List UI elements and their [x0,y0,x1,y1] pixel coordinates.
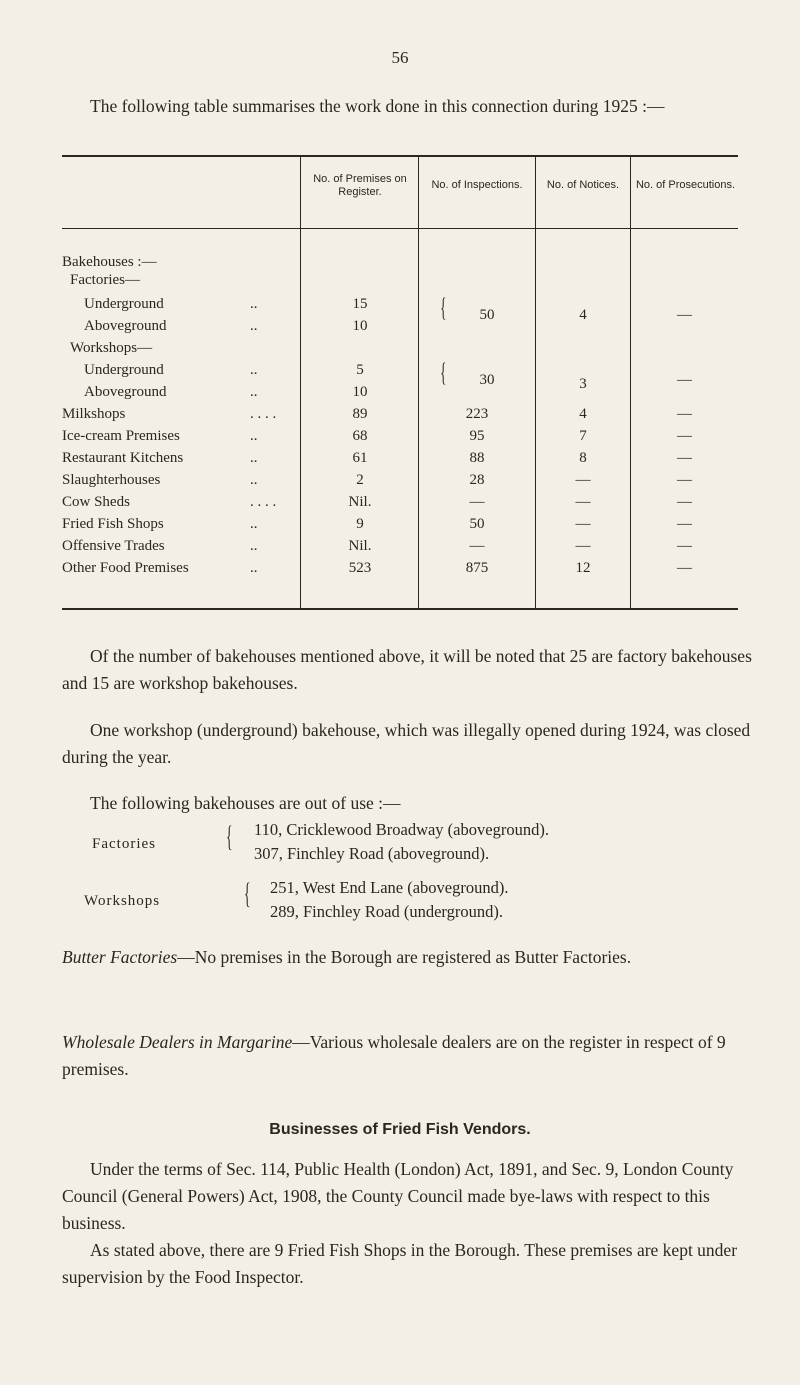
workshops-item: 289, Finchley Road (underground). [270,902,503,921]
cell-premises: 15 [352,296,368,312]
cell-premises: Nil. [348,494,372,510]
wholesale-dealers-text: —Various wholesale dealers are on the register in respect of 9 premises. [62,1032,726,1079]
header-inspections: No. of Inspections. [431,179,523,191]
cell-prosecutions: — [677,406,692,422]
cell-inspections: 50 [469,516,485,532]
workshops-label: Workshops [84,893,161,909]
cell-prosecutions: — [677,516,692,532]
factories-item: 307, Finchley Road (aboveground). [254,844,490,863]
workshops-item: 251, West End Lane (aboveground). [270,878,509,897]
row-label: Ice-cream Premises [62,428,180,444]
row-leader-dots: .. [250,538,258,554]
table-top-rule [62,155,738,157]
cell-premises: 89 [352,406,368,422]
table-row [62,537,738,555]
cell-premises: 61 [352,450,368,466]
cell-prosecutions: — [677,472,692,488]
table-row [62,405,738,423]
row-leader-dots: .. [250,450,258,466]
row-leader-dots: .. [250,362,258,378]
factories-item: 110, Cricklewood Broadway (aboveground). [254,820,549,839]
table-row [62,471,738,489]
cell-notices: 8 [579,450,587,466]
cell-premises: 10 [352,318,368,334]
cell-inspections: 875 [465,560,489,576]
row-label: Bakehouses :— [62,254,157,270]
cell-premises: 9 [356,516,364,532]
row-label: Underground [84,296,164,312]
row-leader-dots: .. [250,560,258,576]
row-label: Restaurant Kitchens [62,450,184,466]
table-row [62,427,738,445]
cell-prosecutions: — [677,428,692,444]
cell-inspections: — [469,538,485,554]
header-prosecutions: No. of Prosecutions. [635,179,736,191]
wholesale-dealers-paragraph [62,1029,752,1083]
row-leader-dots: . . . . [250,494,277,510]
row-label: Aboveground [84,384,167,400]
page-number: 56 [391,48,409,67]
paragraph-closed-workshop: One workshop (underground) bakehouse, which was illegally opened during 1924, was closed during the year. [62,720,751,767]
workshops-notices: 3 [579,376,587,392]
table-row [62,271,738,289]
row-leader-dots: .. [250,384,258,400]
intro-paragraph: The following table summarises the work done in this connection during 1925 :— [90,96,665,116]
cell-inspections: 223 [465,406,489,422]
table-bottom-rule [62,608,738,610]
wholesale-dealers-title: Wholesale Dealers in Margarine [62,1032,293,1052]
table-header-rule [62,228,738,229]
row-label: Slaughterhouses [62,472,161,488]
paragraph-bye-laws: Under the terms of Sec. 114, Public Health (London) Act, 1891, and Sec. 9, London County Council (General Powers) Act, 1908, the County Council made bye-laws with respect to this business. [62,1159,734,1233]
butter-factories-title: Butter Factories [62,947,178,967]
cell-prosecutions: — [677,560,692,576]
cell-notices: 12 [575,560,591,576]
cell-prosecutions: — [677,450,692,466]
inspection-table [62,155,738,611]
row-label: Other Food Premises [62,560,189,576]
cell-notices: — [575,538,591,554]
table-row [62,449,738,467]
row-leader-dots: .. [250,428,258,444]
cell-inspections: — [469,494,485,510]
cell-premises: 10 [352,384,368,400]
cell-premises: Nil. [348,538,372,554]
cell-notices: 4 [579,406,587,422]
factories-label: Factories [92,836,156,852]
row-label: Fried Fish Shops [62,516,164,532]
workshops-brace: { [243,877,251,910]
cell-notices: — [575,494,591,510]
factories-prosecutions: — [677,307,692,323]
workshops-inspections: 30 [479,372,495,388]
cell-inspections: 95 [469,428,485,444]
cell-premises: 5 [356,362,364,378]
butter-factories-paragraph [62,944,752,971]
header-notices: No. of Notices. [546,179,620,191]
table-row [62,253,738,271]
cell-notices: — [575,516,591,532]
cell-inspections: 28 [469,472,485,488]
brace-factories: { [440,293,447,322]
cell-prosecutions: — [677,538,692,554]
row-leader-dots: . . . . [250,406,277,422]
row-leader-dots: .. [250,516,258,532]
row-label: Offensive Trades [62,538,165,554]
header-premises: No. of Premises on Register. [313,173,407,198]
brace-workshops: { [440,358,447,387]
row-leader-dots: .. [250,472,258,488]
table-row [62,515,738,533]
cell-premises: 2 [356,472,364,488]
factories-inspections: 50 [479,307,495,323]
row-label: Factories— [70,272,140,288]
paragraph-bakehouse-count: Of the number of bakehouses mentioned above, it will be noted that 25 are factory bakehouses and 15 are workshop bakehouses. [62,646,752,693]
paragraph-out-of-use: The following bakehouses are out of use :— [90,793,401,813]
paragraph-supervision: As stated above, there are 9 Fried Fish Shops in the Borough. These premises are kept under supervision by the Food Inspector. [62,1240,738,1287]
cell-premises: 68 [352,428,368,444]
butter-factories-text: —No premises in the Borough are registered as Butter Factories. [177,947,632,967]
row-label: Aboveground [84,318,167,334]
cell-notices: — [575,472,591,488]
workshops-prosecutions: — [677,372,692,388]
row-label: Underground [84,362,164,378]
table-row [62,559,738,577]
cell-prosecutions: — [677,494,692,510]
table-row [62,493,738,511]
factories-notices: 4 [579,307,587,323]
row-label: Cow Sheds [62,494,130,510]
row-label: Milkshops [62,406,126,422]
section-heading: Businesses of Fried Fish Vendors. [269,1121,531,1138]
row-label: Workshops— [70,340,153,356]
cell-premises: 523 [348,560,372,576]
cell-notices: 7 [579,428,587,444]
row-leader-dots: .. [250,318,258,334]
table-row [62,339,738,357]
cell-inspections: 88 [469,450,485,466]
row-leader-dots: .. [250,296,258,312]
factories-brace: { [225,820,233,853]
